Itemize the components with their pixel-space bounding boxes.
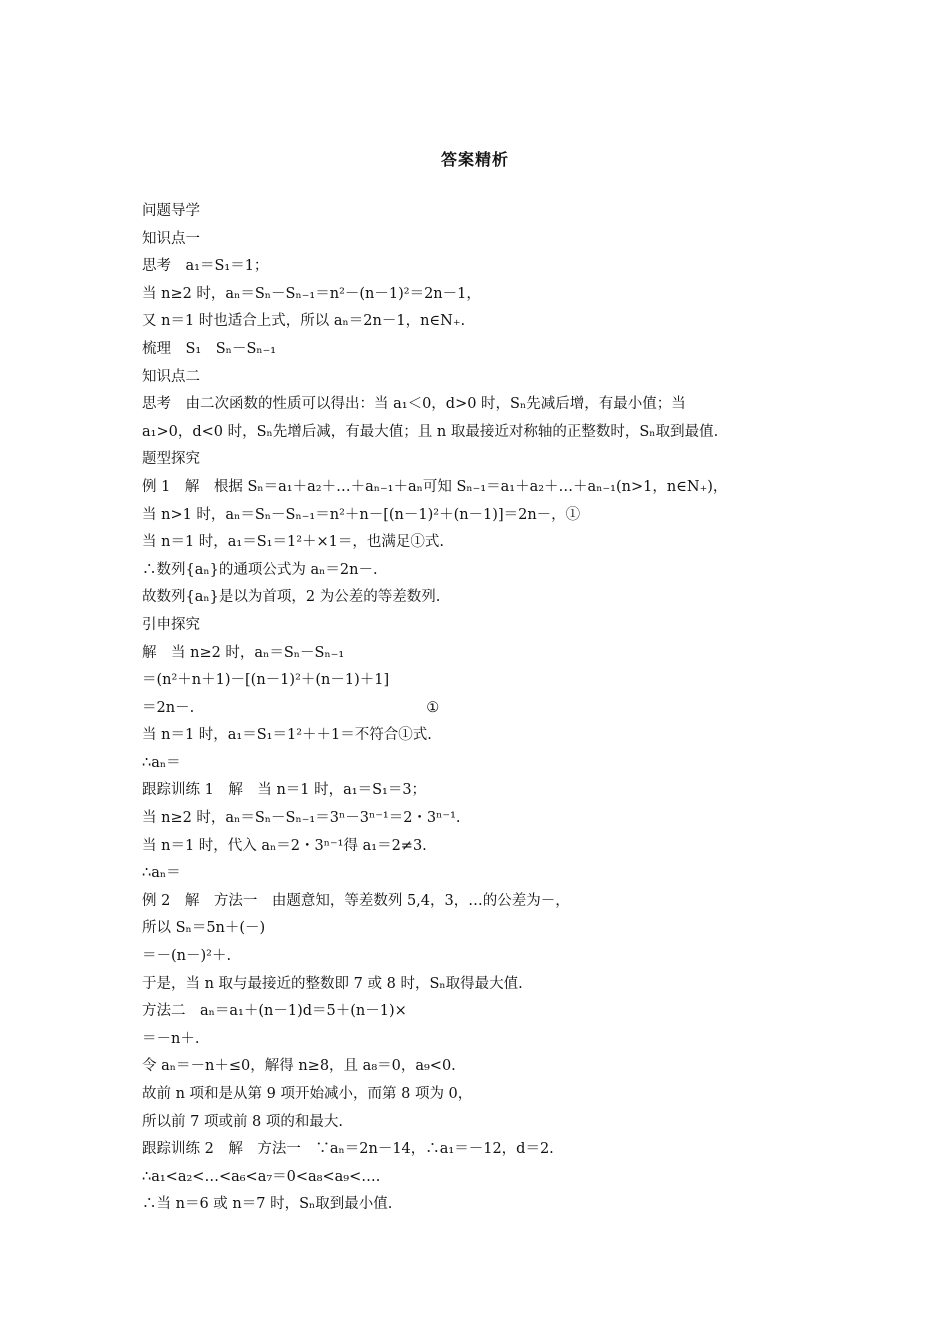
text-line: 故前 n 项和是从第 9 项开始减小，而第 8 项为 0， [142,1086,473,1102]
text-line: 例 2 解 方法一 由题意知，等差数列 5,4，3，…的公差为－， [142,892,570,909]
text-line: ＝(n²＋n＋1)－[(n－1)²＋(n－1)＋1] [142,672,390,689]
text-line [142,695,822,723]
section-heading: 问题导学 [142,203,200,219]
text-line: 所以前 7 项或前 8 项的和最大. [142,1113,343,1130]
equation-number: ① [426,699,440,716]
text-line: 解 当 n≥2 时，aₙ＝Sₙ－Sₙ₋₁ [142,644,345,661]
answer-body [142,198,822,1219]
text-line: 当 n>1 时，aₙ＝Sₙ－Sₙ₋₁＝n²＋n－[(n－1)²＋(n－1)]＝2n－，① [142,506,581,523]
text-line: 当 n≥2 时，aₙ＝Sₙ－Sₙ₋₁＝n²－(n－1)²＝2n－1， [142,285,481,302]
text-line: 梳理 S₁ Sₙ－Sₙ₋₁ [142,340,277,357]
equation-text: ＝2n－. [142,699,195,716]
section-heading: 题型探究 [142,451,200,468]
subsection-heading: 知识点二 [142,368,200,385]
subsection-heading: 知识点一 [142,230,200,247]
text-line: ＝－n＋. [142,1030,200,1047]
text-line: 当 n＝1 时，a₁＝S₁＝1²＋＋1＝不符合①式. [142,727,432,744]
text-line: 所以 Sₙ＝5n＋(－) [142,920,266,937]
text-line: 例 1 解 根据 Sₙ＝a₁＋a₂＋…＋aₙ₋₁＋aₙ可知 Sₙ₋₁＝a₁＋a₂＋…＋aₙ₋₁(n>1，n∈N₊)， [142,478,728,495]
text-line: ∴数列{aₙ}的通项公式为 aₙ＝2n－. [142,561,378,578]
text-line: 方法二 aₙ＝a₁＋(n－1)d＝5＋(n－1)× [142,1003,407,1020]
text-line: 故数列{aₙ}是以为首项，2 为公差的等差数列. [142,589,441,606]
text-line: ＝－(n－)²＋. [142,948,232,965]
text-line: 当 n＝1 时，a₁＝S₁＝1²＋×1＝，也满足①式. [142,534,445,551]
text-line: ∴aₙ＝ [142,865,181,882]
text-line: ∴a₁<a₂<…<a₆<a₇＝0<a₈<a₉<…. [142,1168,381,1185]
text-line: 跟踪训练 2 解 方法一 ∵aₙ＝2n－14，∴a₁＝－12，d＝2. [142,1141,554,1158]
text-line: 思考 由二次函数的性质可以得出：当 a₁＜0，d>0 时，Sₙ先减后增，有最小值；当 [142,396,686,413]
page-title: 答案精析 [440,150,509,169]
text-line: 于是，当 n 取与最接近的整数即 7 或 8 时，Sₙ取得最大值. [142,975,523,992]
text-line: 思考 a₁＝S₁＝1； [142,258,269,275]
text-line: a₁>0，d<0 时，Sₙ先增后减，有最大值；且 n 取最接近对称轴的正整数时，Sₙ取到最值. [142,423,719,440]
text-line: ∴aₙ＝ [142,754,181,771]
text-line: 又 n＝1 时也适合上式，所以 aₙ＝2n－1，n∈N₊. [142,313,466,330]
text-line: ∴当 n＝6 或 n＝7 时，Sₙ取到最小值. [142,1196,393,1213]
text-line: 当 n≥2 时，aₙ＝Sₙ－Sₙ₋₁＝3ⁿ－3ⁿ⁻¹＝2・3ⁿ⁻¹. [142,810,461,827]
text-line: 令 aₙ＝－n＋≤0，解得 n≥8，且 a₈＝0，a₉<0. [142,1058,456,1075]
text-line: 跟踪训练 1 解 当 n＝1 时，a₁＝S₁＝3； [142,782,427,799]
section-heading: 引申探究 [142,616,200,633]
text-line: 当 n＝1 时，代入 aₙ＝2・3ⁿ⁻¹得 a₁＝2≠3. [142,837,427,854]
